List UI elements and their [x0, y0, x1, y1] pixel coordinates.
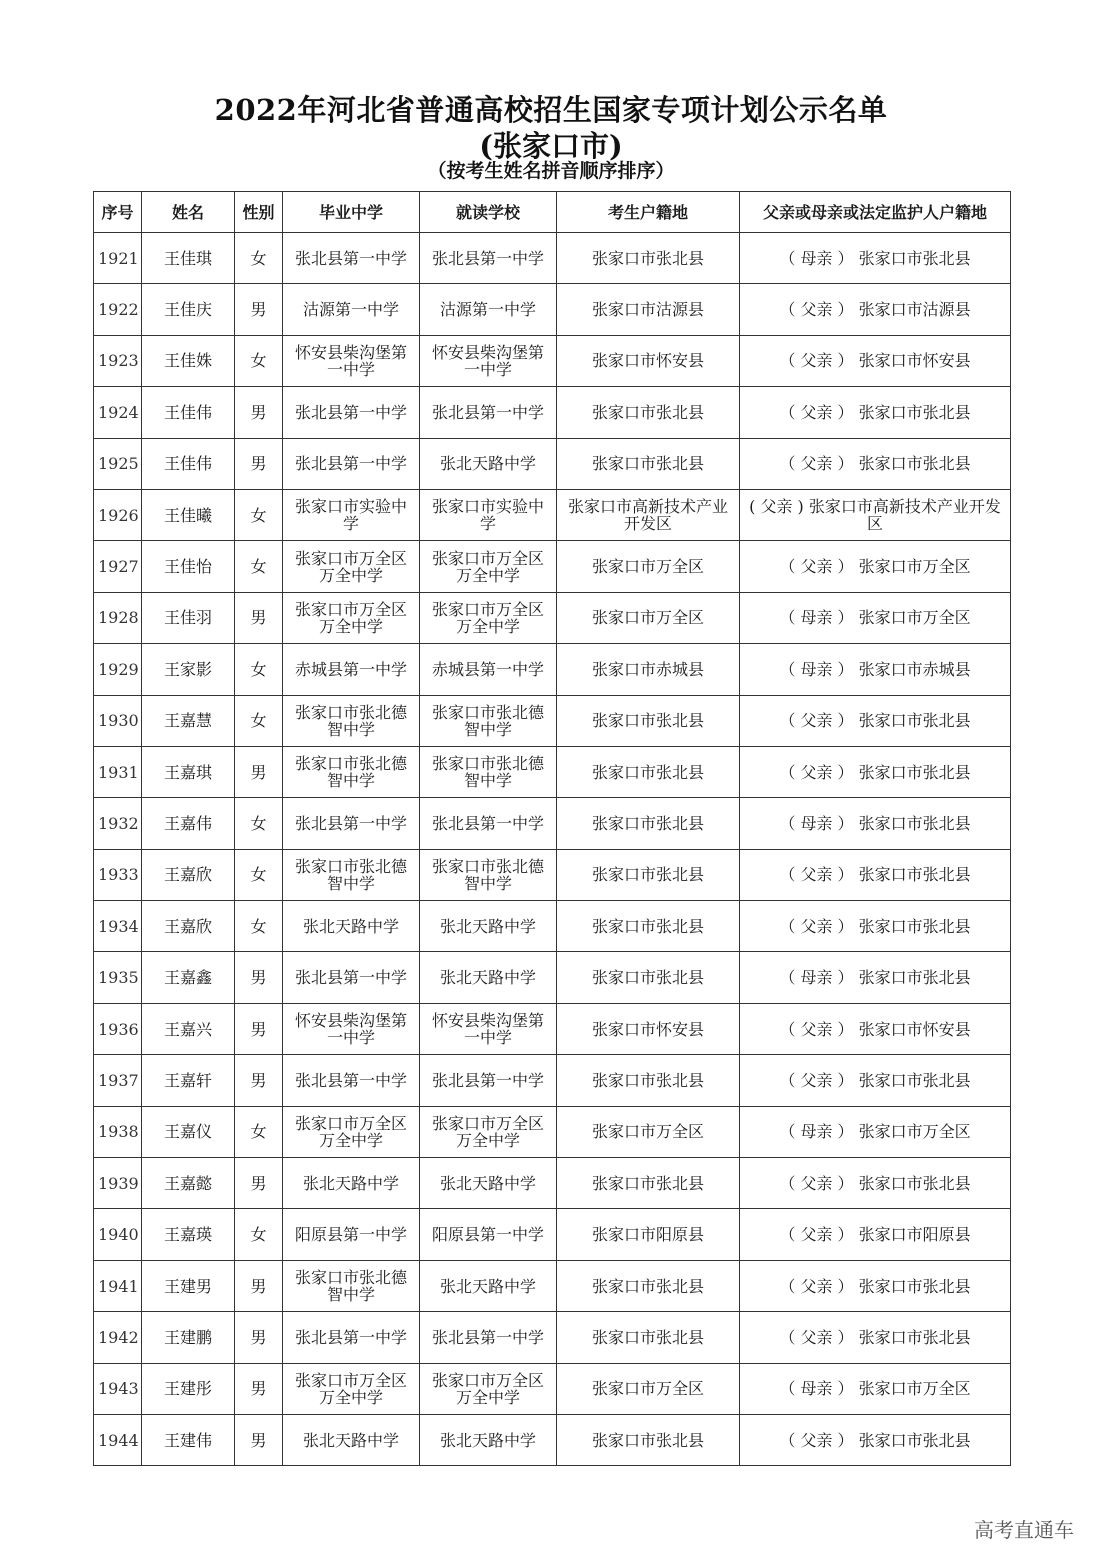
name-cell: 王嘉慧 — [142, 695, 235, 746]
gender-cell: 男 — [235, 1158, 283, 1209]
seq-cell: 1940 — [94, 1209, 142, 1260]
seq-cell: 1928 — [94, 592, 142, 643]
table-row — [94, 541, 1011, 592]
gender-cell: 女 — [235, 541, 283, 592]
seq-cell: 1941 — [94, 1260, 142, 1311]
school-text: 阳原县第一中学 — [294, 1225, 407, 1245]
student-hukou-cell: 张家口市张北县 — [557, 1055, 740, 1106]
current-school-cell — [420, 1106, 557, 1157]
graduated-school-cell — [283, 1363, 420, 1414]
seq-cell: 1921 — [94, 233, 142, 284]
table-row — [94, 746, 1011, 797]
student-hukou-cell: 张家口市张北县 — [557, 233, 740, 284]
seq-cell: 1930 — [94, 695, 142, 746]
school-text: 张北县第一中学 — [431, 1070, 544, 1090]
guardian-hukou-cell: （ 父亲 ） 张家口市张北县 — [740, 746, 1011, 797]
name-cell: 王嘉欣 — [142, 901, 235, 952]
student-hukou-cell: 张家口市张北县 — [557, 1414, 740, 1465]
current-school-cell — [420, 952, 557, 1003]
guardian-hukou-cell: （ 父亲 ） 张家口市张北县 — [740, 1158, 1011, 1209]
column-header-name: 姓名 — [142, 192, 235, 233]
name-cell: 王佳羽 — [142, 592, 235, 643]
current-school-cell — [420, 233, 557, 284]
school-text: 张北天路中学 — [439, 968, 536, 988]
graduated-school-cell — [283, 1158, 420, 1209]
name-cell: 王嘉兴 — [142, 1003, 235, 1054]
graduated-school-cell — [283, 746, 420, 797]
column-header-guardian-hukou: 父亲或母亲或法定监护人户籍地 — [740, 192, 1011, 233]
school-text: 怀安县柴沟堡第一中学 — [431, 342, 544, 379]
student-hukou-cell: 张家口市张北县 — [557, 798, 740, 849]
name-cell: 王嘉鑫 — [142, 952, 235, 1003]
student-hukou-cell: 张家口市万全区 — [557, 1363, 740, 1414]
current-school-cell — [420, 849, 557, 900]
sort-note: （按考生姓名拼音顺序排序） — [427, 160, 675, 182]
table-row — [94, 1260, 1011, 1311]
seq-cell: 1936 — [94, 1003, 142, 1054]
school-text: 张北县第一中学 — [431, 1327, 544, 1347]
student-hukou-cell: 张家口市怀安县 — [557, 335, 740, 386]
school-text: 张家口市张北德智中学 — [431, 702, 544, 739]
student-hukou-cell: 张家口市张北县 — [557, 746, 740, 797]
graduated-school-cell — [283, 541, 420, 592]
student-hukou-cell: 张家口市高新技术产业开发区 — [557, 489, 740, 540]
student-hukou-cell: 张家口市张北县 — [557, 849, 740, 900]
school-text: 张家口市实验中学 — [431, 497, 544, 534]
gender-cell: 女 — [235, 695, 283, 746]
gender-cell: 女 — [235, 901, 283, 952]
school-text: 张北县第一中学 — [431, 402, 544, 422]
current-school-cell — [420, 1209, 557, 1260]
graduated-school-cell — [283, 798, 420, 849]
seq-cell: 1924 — [94, 387, 142, 438]
guardian-hukou-cell: （ 父亲 ） 张家口市怀安县 — [740, 1003, 1011, 1054]
guardian-hukou-cell: （ 母亲 ） 张家口市万全区 — [740, 592, 1011, 643]
school-text: 张北天路中学 — [439, 1430, 536, 1450]
graduated-school-cell — [283, 849, 420, 900]
page-title: 2022年河北省普通高校招生国家专项计划公示名单 — [214, 93, 888, 127]
name-cell: 王建男 — [142, 1260, 235, 1311]
school-text: 沽源第一中学 — [439, 300, 536, 320]
school-text: 张家口市实验中学 — [294, 497, 407, 534]
gender-cell: 男 — [235, 387, 283, 438]
school-text: 张家口市万全区万全中学 — [294, 1370, 407, 1407]
name-cell: 王建彤 — [142, 1363, 235, 1414]
graduated-school-cell — [283, 233, 420, 284]
guardian-hukou-cell: （ 父亲 ） 张家口市张北县 — [740, 901, 1011, 952]
student-hukou-cell: 张家口市沽源县 — [557, 284, 740, 335]
gender-cell: 男 — [235, 592, 283, 643]
guardian-hukou-cell: （ 父亲 ） 张家口市沽源县 — [740, 284, 1011, 335]
school-text: 张北县第一中学 — [294, 1070, 407, 1090]
guardian-hukou-cell: （ 父亲 ） 张家口市张北县 — [740, 849, 1011, 900]
roster-table — [93, 191, 1011, 1466]
table-row — [94, 1363, 1011, 1414]
seq-cell: 1942 — [94, 1312, 142, 1363]
school-text: 赤城县第一中学 — [431, 659, 544, 679]
guardian-hukou-cell: （ 父亲 ） 张家口市万全区 — [740, 541, 1011, 592]
school-text: 张家口市张北德智中学 — [294, 1268, 407, 1304]
student-hukou-cell: 张家口市张北县 — [557, 952, 740, 1003]
graduated-school-cell — [283, 695, 420, 746]
graduated-school-cell — [283, 335, 420, 386]
gender-cell: 女 — [235, 1209, 283, 1260]
seq-cell: 1943 — [94, 1363, 142, 1414]
gender-cell: 男 — [235, 1312, 283, 1363]
table-row — [94, 952, 1011, 1003]
school-text: 张北县第一中学 — [294, 454, 407, 474]
seq-cell: 1932 — [94, 798, 142, 849]
school-text: 张北天路中学 — [439, 916, 536, 936]
school-text: 张北县第一中学 — [431, 248, 544, 268]
name-cell: 王嘉欣 — [142, 849, 235, 900]
table-header-row — [94, 192, 1011, 233]
guardian-hukou-cell: （ 母亲 ） 张家口市张北县 — [740, 798, 1011, 849]
name-cell: 王佳琪 — [142, 233, 235, 284]
current-school-cell — [420, 592, 557, 643]
gender-cell: 男 — [235, 746, 283, 797]
seq-cell: 1925 — [94, 438, 142, 489]
student-hukou-cell: 张家口市万全区 — [557, 592, 740, 643]
school-text: 张北县第一中学 — [294, 248, 407, 268]
table-row — [94, 1055, 1011, 1106]
seq-cell: 1944 — [94, 1414, 142, 1465]
current-school-cell — [420, 1363, 557, 1414]
school-text: 张北县第一中学 — [294, 402, 407, 422]
gender-cell: 男 — [235, 438, 283, 489]
guardian-hukou-cell: （ 父亲 ） 张家口市张北县 — [740, 1055, 1011, 1106]
current-school-cell — [420, 284, 557, 335]
school-text: 怀安县柴沟堡第一中学 — [431, 1011, 544, 1048]
school-text: 张家口市万全区万全中学 — [294, 599, 407, 636]
student-hukou-cell: 张家口市张北县 — [557, 695, 740, 746]
guardian-hukou-cell: （ 父亲 ） 张家口市张北县 — [740, 438, 1011, 489]
seq-cell: 1927 — [94, 541, 142, 592]
current-school-cell — [420, 1312, 557, 1363]
current-school-cell — [420, 1003, 557, 1054]
watermark: 高考直通车 — [974, 1518, 1074, 1542]
gender-cell: 女 — [235, 489, 283, 540]
student-hukou-cell: 张家口市张北县 — [557, 901, 740, 952]
gender-cell: 女 — [235, 1106, 283, 1157]
name-cell: 王建鹏 — [142, 1312, 235, 1363]
gender-cell: 女 — [235, 849, 283, 900]
school-text: 赤城县第一中学 — [294, 659, 407, 679]
student-hukou-cell: 张家口市张北县 — [557, 1312, 740, 1363]
gender-cell: 女 — [235, 644, 283, 695]
gender-cell: 男 — [235, 1260, 283, 1311]
guardian-hukou-cell: （ 父亲 ） 张家口市张北县 — [740, 695, 1011, 746]
student-hukou-cell: 张家口市张北县 — [557, 438, 740, 489]
current-school-cell — [420, 1260, 557, 1311]
name-cell: 王佳伟 — [142, 387, 235, 438]
gender-cell: 男 — [235, 1055, 283, 1106]
table-row — [94, 901, 1011, 952]
gender-cell: 女 — [235, 798, 283, 849]
gender-cell: 男 — [235, 284, 283, 335]
guardian-hukou-cell: （ 母亲 ） 张家口市张北县 — [740, 233, 1011, 284]
guardian-hukou-cell: （ 父亲 ） 张家口市张北县 — [740, 1414, 1011, 1465]
graduated-school-cell — [283, 592, 420, 643]
graduated-school-cell — [283, 1209, 420, 1260]
student-hukou-cell: 张家口市赤城县 — [557, 644, 740, 695]
table-row — [94, 1209, 1011, 1260]
seq-cell: 1934 — [94, 901, 142, 952]
seq-cell: 1931 — [94, 746, 142, 797]
name-cell: 王佳庆 — [142, 284, 235, 335]
school-text: 张家口市张北德智中学 — [294, 754, 407, 791]
guardian-hukou-cell: （ 母亲 ） 张家口市万全区 — [740, 1106, 1011, 1157]
graduated-school-cell — [283, 901, 420, 952]
name-cell: 王嘉轩 — [142, 1055, 235, 1106]
seq-cell: 1939 — [94, 1158, 142, 1209]
school-text: 阳原县第一中学 — [431, 1225, 544, 1245]
gender-cell: 男 — [235, 1414, 283, 1465]
guardian-hukou-cell: （ 父亲 ） 张家口市张北县 — [740, 1312, 1011, 1363]
school-text: 张家口市万全区万全中学 — [431, 548, 544, 585]
student-hukou-cell: 张家口市万全区 — [557, 541, 740, 592]
seq-cell: 1937 — [94, 1055, 142, 1106]
name-cell: 王建伟 — [142, 1414, 235, 1465]
table-row — [94, 1414, 1011, 1465]
table-row — [94, 1158, 1011, 1209]
school-text: 张家口市张北德智中学 — [294, 702, 407, 739]
current-school-cell — [420, 746, 557, 797]
table-row — [94, 438, 1011, 489]
current-school-cell — [420, 489, 557, 540]
student-hukou-cell: 张家口市张北县 — [557, 387, 740, 438]
region-subtitle: (张家口市) — [479, 129, 623, 163]
name-cell: 王嘉伟 — [142, 798, 235, 849]
school-text: 张北县第一中学 — [294, 1327, 407, 1347]
student-hukou-cell: 张家口市怀安县 — [557, 1003, 740, 1054]
name-cell: 王嘉懿 — [142, 1158, 235, 1209]
column-header-gender: 性别 — [235, 192, 283, 233]
graduated-school-cell — [283, 1312, 420, 1363]
table-row — [94, 1003, 1011, 1054]
graduated-school-cell — [283, 1260, 420, 1311]
guardian-hukou-cell: （ 父亲 ） 张家口市张北县 — [740, 1260, 1011, 1311]
seq-cell: 1929 — [94, 644, 142, 695]
table-row — [94, 233, 1011, 284]
current-school-cell — [420, 1158, 557, 1209]
seq-cell: 1933 — [94, 849, 142, 900]
gender-cell: 女 — [235, 335, 283, 386]
table-row — [94, 1106, 1011, 1157]
school-text: 张家口市万全区万全中学 — [431, 1370, 544, 1407]
current-school-cell — [420, 644, 557, 695]
column-header-student-hukou: 考生户籍地 — [557, 192, 740, 233]
gender-cell: 男 — [235, 1003, 283, 1054]
student-hukou-cell: 张家口市张北县 — [557, 1158, 740, 1209]
guardian-hukou-cell: （ 母亲 ） 张家口市万全区 — [740, 1363, 1011, 1414]
school-text: 张家口市万全区万全中学 — [294, 1113, 407, 1150]
seq-cell: 1922 — [94, 284, 142, 335]
column-header-current-school: 就读学校 — [420, 192, 557, 233]
current-school-cell — [420, 1414, 557, 1465]
guardian-hukou-cell: （ 父亲 ） 张家口市怀安县 — [740, 335, 1011, 386]
guardian-hukou-cell: （ 父亲 ） 张家口市张北县 — [740, 387, 1011, 438]
current-school-cell — [420, 541, 557, 592]
school-text: 张家口市张北德智中学 — [294, 856, 407, 893]
gender-cell: 男 — [235, 952, 283, 1003]
graduated-school-cell — [283, 644, 420, 695]
graduated-school-cell — [283, 489, 420, 540]
school-text: 怀安县柴沟堡第一中学 — [294, 342, 407, 379]
table-row — [94, 1312, 1011, 1363]
graduated-school-cell — [283, 1414, 420, 1465]
graduated-school-cell — [283, 284, 420, 335]
graduated-school-cell — [283, 1003, 420, 1054]
column-header-seq: 序号 — [94, 192, 142, 233]
school-text: 张北天路中学 — [302, 916, 399, 936]
school-text: 张北天路中学 — [439, 1173, 536, 1193]
guardian-hukou-cell: ( 父亲 ) 张家口市高新技术产业开发区 — [740, 489, 1011, 540]
school-text: 张北县第一中学 — [431, 813, 544, 833]
school-text: 张北天路中学 — [302, 1173, 399, 1193]
name-cell: 王佳姝 — [142, 335, 235, 386]
school-text: 张家口市万全区万全中学 — [431, 599, 544, 636]
school-text: 张家口市张北德智中学 — [431, 754, 544, 791]
table-body — [94, 233, 1011, 1466]
guardian-hukou-cell: （ 母亲 ） 张家口市赤城县 — [740, 644, 1011, 695]
column-header-graduated-school: 毕业中学 — [283, 192, 420, 233]
school-text: 张北天路中学 — [439, 1276, 536, 1296]
graduated-school-cell — [283, 1106, 420, 1157]
school-text: 张北县第一中学 — [294, 968, 407, 988]
name-cell: 王佳伟 — [142, 438, 235, 489]
table-row — [94, 798, 1011, 849]
graduated-school-cell — [283, 438, 420, 489]
graduated-school-cell — [283, 952, 420, 1003]
graduated-school-cell — [283, 387, 420, 438]
seq-cell: 1935 — [94, 952, 142, 1003]
seq-cell: 1923 — [94, 335, 142, 386]
current-school-cell — [420, 335, 557, 386]
name-cell: 王嘉仪 — [142, 1106, 235, 1157]
table-row — [94, 387, 1011, 438]
table-row — [94, 592, 1011, 643]
school-text: 张北天路中学 — [302, 1430, 399, 1450]
current-school-cell — [420, 1055, 557, 1106]
school-text: 张北县第一中学 — [294, 813, 407, 833]
seq-cell: 1926 — [94, 489, 142, 540]
student-hukou-cell: 张家口市阳原县 — [557, 1209, 740, 1260]
guardian-hukou-cell: （ 父亲 ） 张家口市阳原县 — [740, 1209, 1011, 1260]
school-text: 怀安县柴沟堡第一中学 — [294, 1011, 407, 1048]
name-cell: 王嘉瑛 — [142, 1209, 235, 1260]
name-cell: 王佳怡 — [142, 541, 235, 592]
name-cell: 王嘉琪 — [142, 746, 235, 797]
graduated-school-cell — [283, 1055, 420, 1106]
table-row — [94, 849, 1011, 900]
guardian-hukou-cell: （ 母亲 ） 张家口市张北县 — [740, 952, 1011, 1003]
school-text: 张家口市万全区万全中学 — [431, 1113, 544, 1150]
table-row — [94, 489, 1011, 540]
gender-cell: 女 — [235, 233, 283, 284]
school-text: 沽源第一中学 — [302, 300, 399, 320]
table-row — [94, 644, 1011, 695]
gender-cell: 男 — [235, 1363, 283, 1414]
student-hukou-cell: 张家口市张北县 — [557, 1260, 740, 1311]
table-row — [94, 284, 1011, 335]
current-school-cell — [420, 695, 557, 746]
school-text: 张北天路中学 — [439, 454, 536, 474]
table-row — [94, 335, 1011, 386]
school-text: 张家口市万全区万全中学 — [294, 548, 407, 585]
name-cell: 王佳曦 — [142, 489, 235, 540]
school-text: 张家口市张北德智中学 — [431, 856, 544, 893]
current-school-cell — [420, 438, 557, 489]
current-school-cell — [420, 387, 557, 438]
current-school-cell — [420, 901, 557, 952]
table-row — [94, 695, 1011, 746]
student-hukou-cell: 张家口市万全区 — [557, 1106, 740, 1157]
seq-cell: 1938 — [94, 1106, 142, 1157]
name-cell: 王家影 — [142, 644, 235, 695]
current-school-cell — [420, 798, 557, 849]
